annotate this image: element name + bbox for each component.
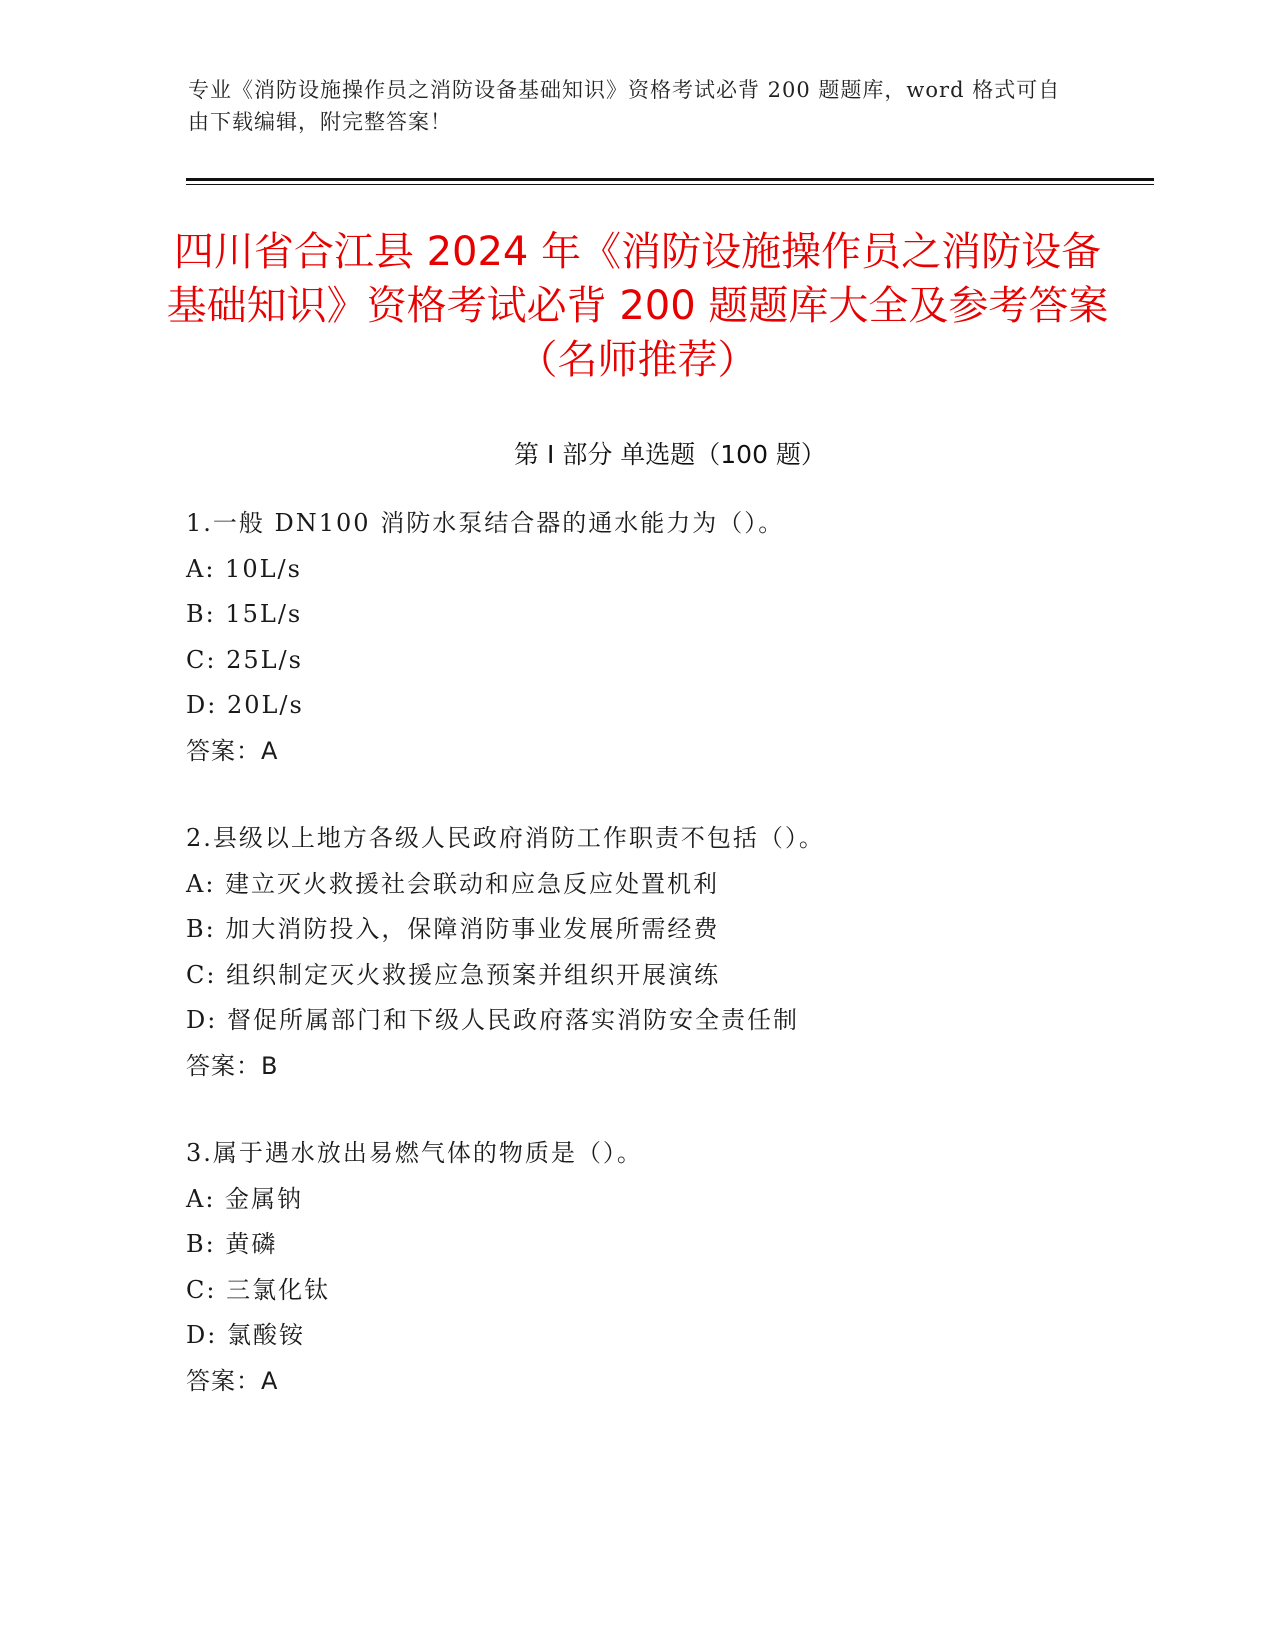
option-a: A: 建立灭火救援社会联动和应急反应处置机利: [186, 869, 720, 898]
option-b: B: 黄磷: [186, 1230, 278, 1258]
option-c: C: 25L/s: [186, 645, 303, 674]
option-d: D: 20L/s: [186, 691, 304, 719]
option-b: B: 加大消防投入，保障消防事业发展所需经费: [186, 915, 720, 943]
section-heading: 第 I 部分 单选题（100 题）: [514, 440, 826, 469]
option-a: A: 10L/s: [186, 554, 302, 583]
header-divider-thin: [186, 184, 1154, 185]
question-block: [186, 823, 1086, 1096]
option-c: C: 三氯化钛: [186, 1275, 331, 1304]
answer-line: 答案：A: [186, 1366, 279, 1395]
document-title: 四川省合江县 2024 年《消防设施操作员之消防设备基础知识》资格考试必背 200 题题库大全及参考答案（名师推荐）: [166, 229, 1109, 383]
option-d: D: 氯酸铵: [186, 1321, 305, 1349]
question-block: [186, 508, 1086, 781]
answer-line: 答案：A: [186, 736, 279, 765]
header-divider-thick: [186, 178, 1154, 181]
option-c: C: 组织制定灭火救援应急预案并组织开展演练: [186, 960, 721, 989]
option-a: A: 金属钠: [186, 1184, 304, 1213]
header-note: 专业《消防设施操作员之消防设备基础知识》资格考试必背 200 题题库，word 格式可自由下载编辑，附完整答案！: [188, 78, 1061, 134]
question-block: [186, 1138, 1086, 1411]
question-stem: 1.一般 DN100 消防水泵结合器的通水能力为（）。: [186, 509, 785, 537]
option-b: B: 15L/s: [186, 600, 303, 628]
option-d: D: 督促所属部门和下级人民政府落实消防安全责任制: [186, 1006, 799, 1034]
question-stem: 3.属于遇水放出易燃气体的物质是（）。: [186, 1139, 643, 1167]
answer-line: 答案：B: [186, 1051, 279, 1080]
question-stem: 2.县级以上地方各级人民政府消防工作职责不包括（）。: [186, 824, 825, 852]
